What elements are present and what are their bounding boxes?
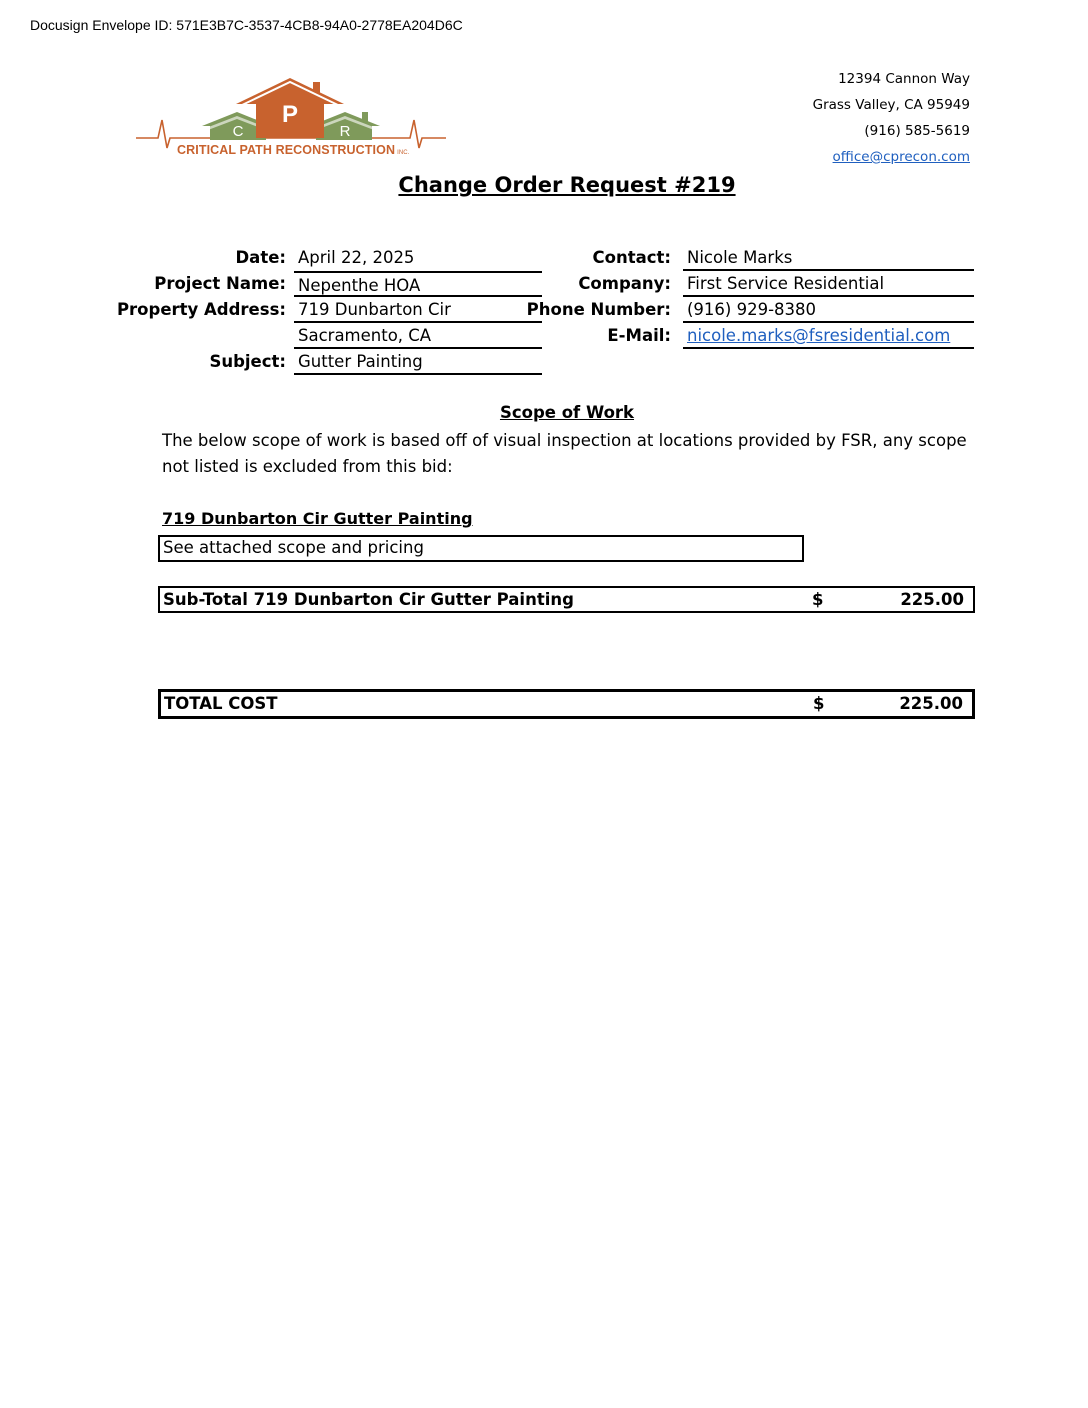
email-value <box>683 323 974 349</box>
total-amount: 225.00 <box>899 694 963 713</box>
subtotal-amount: 225.00 <box>900 590 964 609</box>
property-city-value: Sacramento, CA <box>294 323 542 349</box>
subtotal-label: Sub-Total 719 Dunbarton Cir Gutter Painting <box>163 590 574 609</box>
logo-name-text: CRITICAL PATH RECONSTRUCTION <box>177 143 396 157</box>
contact-label: Contact: <box>592 248 671 267</box>
project-name-label: Project Name: <box>154 274 286 293</box>
docusign-envelope-id: Docusign Envelope ID: 571E3B7C-3537-4CB8-94A0-2778EA204D6C <box>30 17 463 33</box>
company-phone: (916) 585-5619 <box>864 123 970 139</box>
email-label: E-Mail: <box>607 326 671 345</box>
project-name-value: Nepenthe HOA <box>294 271 542 297</box>
date-label: Date: <box>235 248 286 267</box>
contact-value: Nicole Marks <box>683 245 974 271</box>
company-city: Grass Valley, CA 95949 <box>812 97 970 113</box>
logo-company-name <box>177 143 409 157</box>
scope-description: The below scope of work is based off of visual inspection at locations provided by FSR, any scope not listed is excluded from this bid: <box>162 431 967 476</box>
document-title: Change Order Request #219 <box>398 173 736 197</box>
total-label: TOTAL COST <box>164 694 278 713</box>
company-street: 12394 Cannon Way <box>838 71 970 87</box>
scope-section-title: 719 Dunbarton Cir Gutter Painting <box>162 509 473 528</box>
scope-item-box: See attached scope and pricing <box>158 535 804 562</box>
phone-number-value: (916) 929-8380 <box>683 297 974 323</box>
subtotal-currency: $ <box>812 590 824 609</box>
property-address-value: 719 Dunbarton Cir <box>294 297 542 323</box>
property-address-label: Property Address: <box>116 300 286 319</box>
logo-letter-c: C <box>232 123 244 140</box>
logo-letter-r: R <box>339 123 351 140</box>
date-value: April 22, 2025 <box>298 248 415 267</box>
company-email-link[interactable]: office@cprecon.com <box>832 149 970 165</box>
company-email-line <box>833 149 970 165</box>
company-value: First Service Residential <box>683 271 974 297</box>
subject-label: Subject: <box>209 352 286 371</box>
scope-heading: Scope of Work <box>499 403 635 422</box>
total-currency: $ <box>813 694 825 713</box>
subtotal-row <box>158 586 975 613</box>
total-row <box>158 689 975 719</box>
phone-number-label: Phone Number: <box>526 300 671 319</box>
logo-letter-p: P <box>281 101 299 128</box>
company-label: Company: <box>578 274 671 293</box>
contact-email-link[interactable]: nicole.marks@fsresidential.com <box>687 326 951 345</box>
subject-value: Gutter Painting <box>294 349 542 375</box>
logo-inc-text: INC. <box>397 150 410 156</box>
